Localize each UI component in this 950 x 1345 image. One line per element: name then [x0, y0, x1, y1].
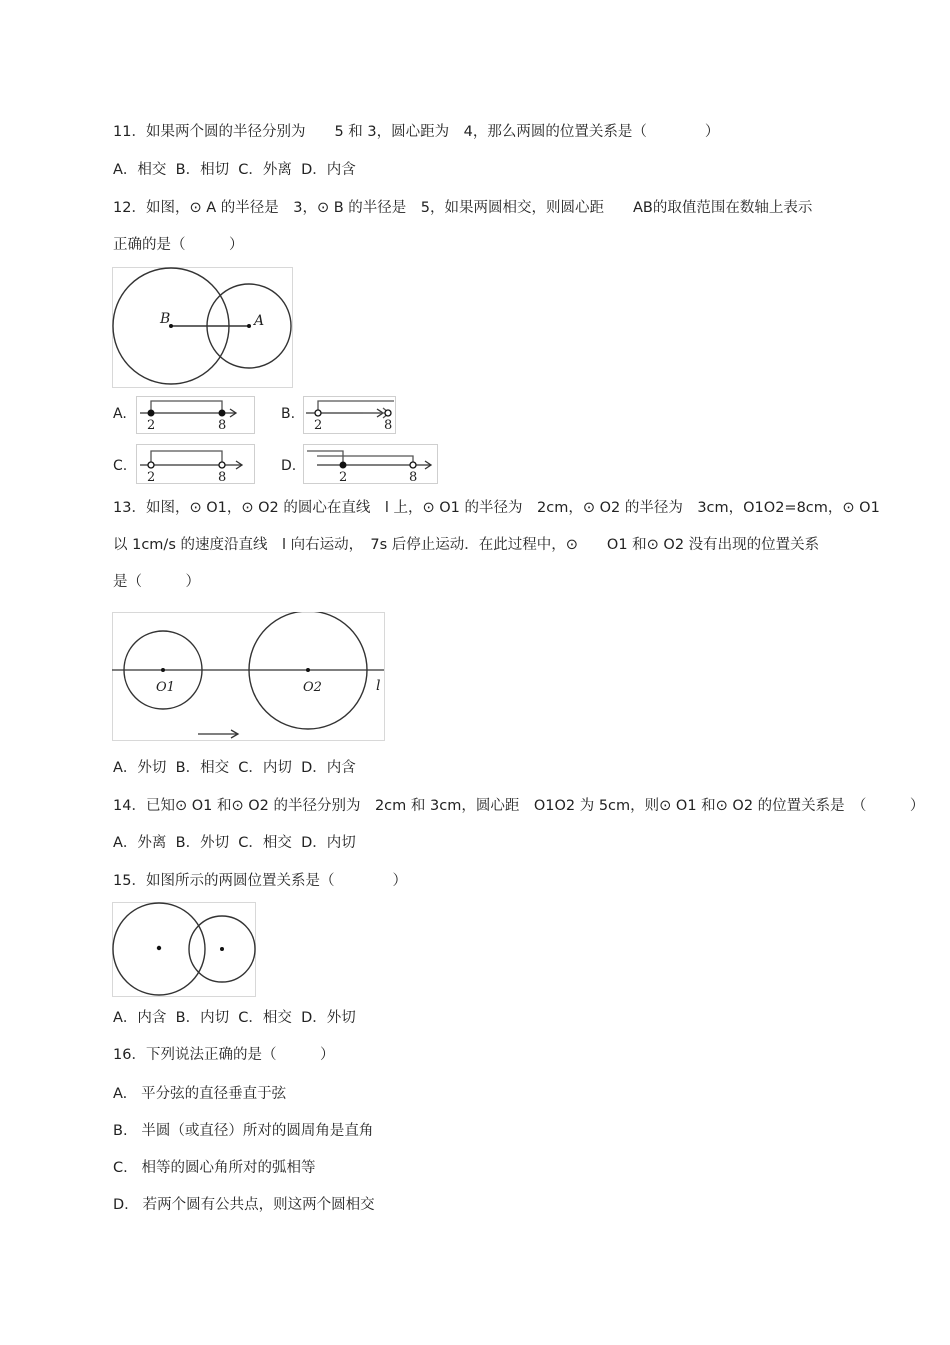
q14-stem: 14．已知⊙ O1 和⊙ O2 的半径分别为 2cm 和 3cm，圆心距 O1O2 为 5cm，则⊙ O1 和⊙ O2 的位置关系是 （ ） [113, 798, 925, 814]
q12-option-b-letter: B. [281, 406, 296, 422]
center-left [157, 946, 161, 950]
q13-stem-line3: 是（ ） [113, 574, 200, 590]
tick-2: 2 [147, 470, 156, 484]
tick-2: 2 [314, 418, 323, 433]
q11-stem: 11．如果两个圆的半径分别为 5 和 3，圆心距为 4，那么两圆的位置关系是（ ） [113, 124, 720, 140]
point-a [247, 324, 251, 328]
point-o2 [306, 668, 310, 672]
q12-option-d-letter: D. [281, 458, 297, 474]
q15-stem: 15．如图所示的两圆位置关系是（ ） [113, 873, 407, 889]
q15-figure-circles [112, 902, 257, 998]
tick-8: 8 [384, 418, 393, 433]
q14-options: A．外离 B．外切 C．相交 D．内切 [113, 835, 356, 851]
q11-options: A．相交 B．相切 C．外离 D．内含 [113, 162, 356, 178]
label-l: l [376, 678, 381, 694]
q15-options: A．内含 B．内切 C．相交 D．外切 [113, 1010, 356, 1026]
label-b: B [160, 311, 171, 327]
q16-option-a: A. 平分弦的直径垂直于弦 [113, 1086, 287, 1102]
q12-option-c-numberline [136, 444, 256, 484]
q12-figure-circles [112, 267, 294, 389]
q16-option-c: C. 相等的圆心角所对的弧相等 [113, 1160, 316, 1176]
point-o1 [161, 668, 165, 672]
q12-option-a-numberline [136, 396, 256, 434]
tick-8: 8 [218, 470, 227, 484]
q12-option-a-letter: A. [113, 406, 127, 422]
q12-stem-line2: 正确的是（ ） [113, 237, 244, 253]
q12-stem-line1: 12．如图，⊙ A 的半径是 3，⊙ B 的半径是 5，如果两圆相交，则圆心距 AB的取值范围在数轴上表示 [113, 200, 813, 216]
q13-stem-line2: 以 1cm/s 的速度沿直线 l 向右运动， 7s 后停止运动．在此过程中，⊙ O1 和⊙ O2 没有出现的位置关系 [113, 537, 820, 553]
label-o1: O1 [156, 680, 175, 695]
q13-figure-circles [112, 612, 386, 742]
tick-8: 8 [409, 470, 418, 484]
tick-2: 2 [147, 418, 156, 433]
tick-2: 2 [339, 470, 348, 484]
q13-stem-line1: 13．如图，⊙ O1，⊙ O2 的圆心在直线 l 上，⊙ O1 的半径为 2cm，⊙ O2 的半径为 3cm，O1O2=8cm，⊙ O1 [113, 500, 880, 516]
q12-option-c-letter: C. [113, 458, 128, 474]
q16-option-b: B. 半圆（或直径）所对的圆周角是直角 [113, 1123, 374, 1139]
tick-8: 8 [218, 418, 227, 433]
q16-stem: 16．下列说法正确的是（ ） [113, 1047, 335, 1063]
q13-options: A．外切 B．相交 C．内切 D．内含 [113, 760, 356, 776]
q12-option-b-numberline [303, 396, 397, 434]
q12-option-d-numberline [303, 444, 439, 484]
center-right [220, 947, 224, 951]
label-a: A [254, 313, 265, 329]
label-o2: O2 [303, 680, 322, 695]
q16-option-d: D. 若两个圆有公共点，则这两个圆相交 [113, 1197, 375, 1213]
